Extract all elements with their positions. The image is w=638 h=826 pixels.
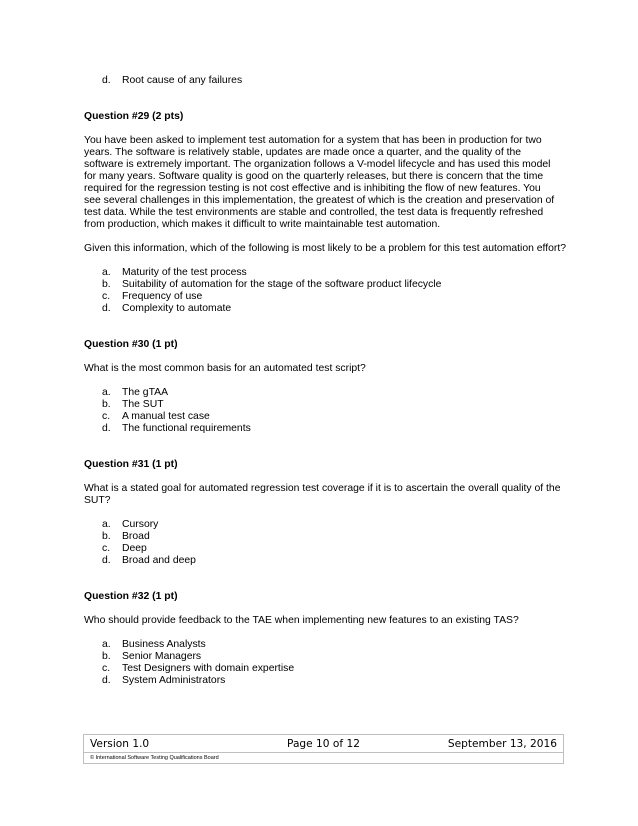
option-text: The gTAA <box>122 387 169 398</box>
body-line: see several challenges in this implementation, the greatest of which is the creation and preservation of <box>84 195 555 206</box>
question-30-prompt <box>84 363 570 375</box>
option-letter: d. <box>102 555 111 566</box>
footer-date: September 13, 2016 <box>447 738 557 750</box>
question-32-title: Question #32 (1 pt) <box>84 591 178 602</box>
option-a <box>102 639 206 651</box>
footer-row <box>84 735 563 753</box>
option-letter: c. <box>102 411 111 422</box>
option-letter: a. <box>102 267 111 278</box>
option-letter: b. <box>102 279 111 290</box>
option-text: Business Analysts <box>122 639 206 650</box>
prompt-line: What is a stated goal for automated regression test coverage if it is to ascertain the overall quality of the <box>84 483 561 494</box>
option-text: Root cause of any failures <box>122 75 243 86</box>
footer-copyright: © International Software Testing Qualifications Board <box>90 755 219 761</box>
option-letter: a. <box>102 519 111 530</box>
option-d <box>102 75 242 87</box>
option-c <box>102 291 202 303</box>
option-text: Broad <box>122 531 150 542</box>
option-d <box>102 675 225 687</box>
body-line: for many years. Software quality is good on the quarterly releases, but there is concern that the time <box>84 171 544 182</box>
option-text: Frequency of use <box>122 291 203 302</box>
option-letter: d. <box>102 75 111 86</box>
footer-version: Version 1.0 <box>90 738 150 750</box>
body-line: software is extremely important. The organization follows a V-model lifecycle and has used this model <box>84 159 551 170</box>
option-d <box>102 303 231 315</box>
option-text: System Administrators <box>122 675 226 686</box>
option-text: Test Designers with domain expertise <box>122 663 295 674</box>
prompt-line: What is the most common basis for an automated test script? <box>84 363 366 374</box>
body-line: from production, which makes it difficult to write maintainable test automation. <box>84 219 441 230</box>
option-text: A manual test case <box>122 411 210 422</box>
option-text: Cursory <box>122 519 159 530</box>
page-footer <box>83 734 564 764</box>
option-text: Maturity of the test process <box>122 267 247 278</box>
option-text: Complexity to automate <box>122 303 232 314</box>
option-letter: d. <box>102 423 111 434</box>
question-31-title: Question #31 (1 pt) <box>84 459 178 470</box>
option-a <box>102 387 168 399</box>
body-line: required for the regression testing is not cost effective and is inhibiting the flow of new features. You <box>84 183 541 194</box>
option-a <box>102 519 158 531</box>
option-letter: c. <box>102 291 111 302</box>
option-text: Senior Managers <box>122 651 202 662</box>
option-b <box>102 279 441 291</box>
option-letter: a. <box>102 639 111 650</box>
option-letter: b. <box>102 651 111 662</box>
body-line: years. The software is relatively stable, updates are made once a quarter, and the quality of the <box>84 147 522 158</box>
body-line: You have been asked to implement test automation for a system that has been in production for two <box>84 135 542 146</box>
option-text: Suitability of automation for the stage of the software product lifecycle <box>122 279 442 290</box>
option-text: The functional requirements <box>122 423 251 434</box>
option-b <box>102 531 150 543</box>
question-31-prompt <box>84 483 570 507</box>
option-letter: c. <box>102 663 111 674</box>
option-letter: b. <box>102 399 111 410</box>
option-c <box>102 411 210 423</box>
option-b <box>102 399 164 411</box>
footer-page-number: Page 10 of 12 <box>287 738 360 750</box>
option-letter: d. <box>102 675 111 686</box>
body-line: test data. While the test environments are stable and controlled, the test data is frequently refreshed <box>84 207 544 218</box>
question-29-prompt <box>84 243 570 255</box>
option-letter: a. <box>102 387 111 398</box>
option-b <box>102 651 201 663</box>
option-text: Deep <box>122 543 147 554</box>
option-d <box>102 555 196 567</box>
option-letter: b. <box>102 531 111 542</box>
question-29-title: Question #29 (2 pts) <box>84 111 184 122</box>
option-letter: c. <box>102 543 111 554</box>
option-c <box>102 663 294 675</box>
option-c <box>102 543 147 555</box>
question-32-prompt <box>84 615 570 627</box>
prompt-line: Who should provide feedback to the TAE when implementing new features to an existing TAS? <box>84 615 519 626</box>
question-30-title: Question #30 (1 pt) <box>84 339 178 350</box>
option-letter: d. <box>102 303 111 314</box>
prompt-line: Given this information, which of the following is most likely to be a problem for this test automation effort? <box>84 243 567 254</box>
prompt-line: SUT? <box>84 495 111 506</box>
option-d <box>102 423 251 435</box>
question-29-body <box>84 135 570 231</box>
option-text: The SUT <box>122 399 164 410</box>
option-text: Broad and deep <box>122 555 196 566</box>
option-a <box>102 267 247 279</box>
